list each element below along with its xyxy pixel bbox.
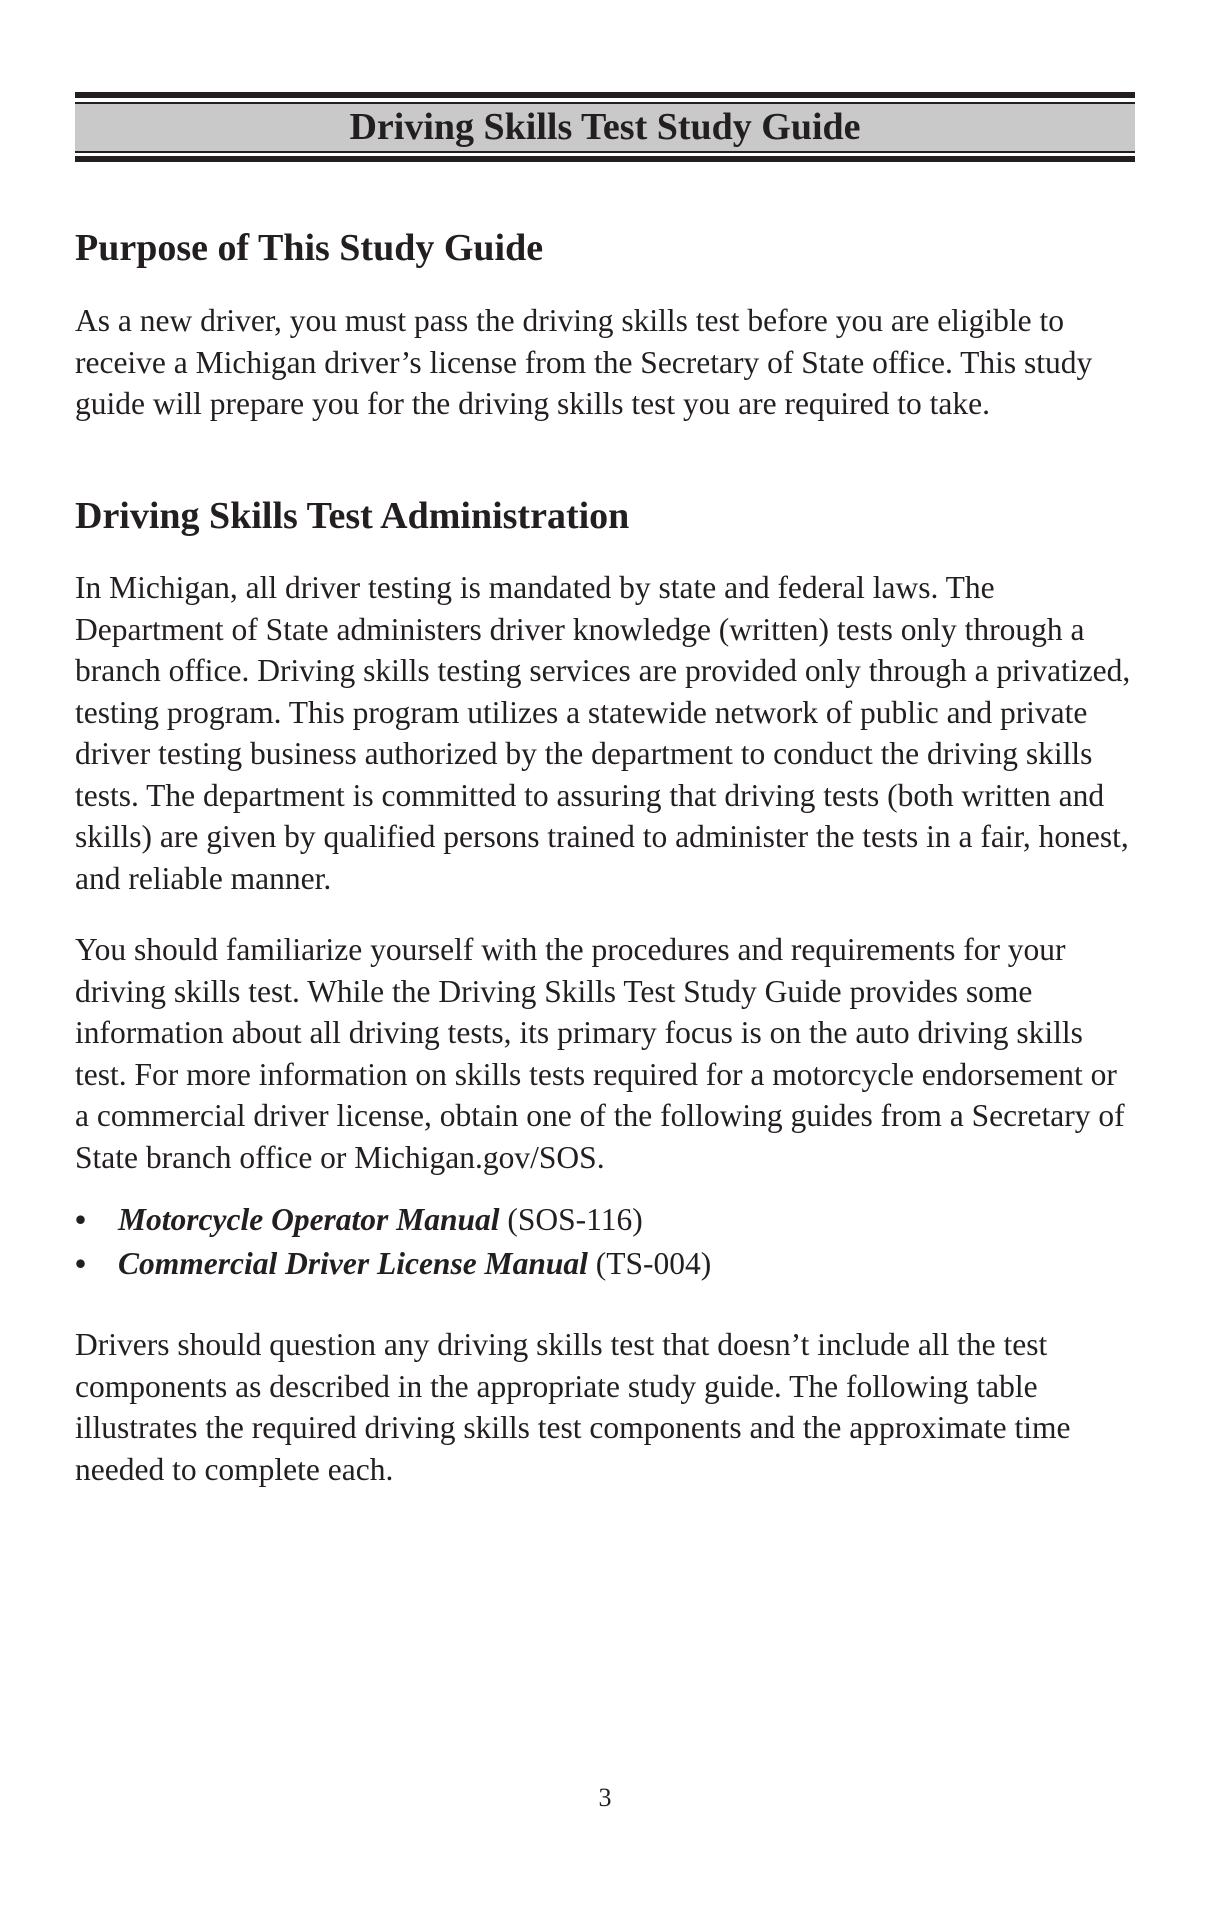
manual-code: (TS-004) [587, 1246, 712, 1281]
manual-code: (SOS-116) [499, 1202, 643, 1237]
list-item [75, 1198, 1135, 1242]
administration-paragraph-1: In Michigan, all driver testing is mandated by state and federal laws. The Department of State administers driver knowledge (written) tests only through a branch office. Driving skills testing services are provided only through a privatized, testing program. This program utilizes a statewide network of public and private driver testing business authorized by the department to conduct the driving skills tests. The department is committed to assuring that driving tests (both written and skills) are given by qualified persons trained to administer the tests in a fair, honest, and reliable manner. [75, 570, 1131, 896]
banner-bottom-thin-rule [75, 151, 1135, 153]
page-title: Driving Skills Test Study Guide [349, 106, 861, 148]
page-number: 3 [598, 1783, 612, 1812]
administration-paragraph-2: You should familiarize yourself with the procedures and requirements for your driving skills test. While the Driving Skills Test Study Guide provides some information about all driving tests, its primary focus is on the auto driving skills test. For more information on skills tests required for a motorcycle endorsement or a commercial driver license, obtain one of the following guides from a Secretary of State branch office or Michigan.gov/SOS. [75, 932, 1125, 1175]
bullet-icon: • [75, 1246, 87, 1281]
banner-top-thick-rule [75, 92, 1135, 98]
administration-heading: Driving Skills Test Administration [75, 495, 630, 537]
banner-bottom-thick-rule [75, 156, 1135, 162]
manual-title: Commercial Driver License Manual [118, 1246, 588, 1281]
purpose-paragraph: As a new driver, you must pass the driving skills test before you are eligible to receive a Michigan driver’s license from the Secretary of State office. This study guide will prepare you for the driving skills test you are required to take. [75, 303, 1093, 421]
bullet-icon: • [75, 1202, 87, 1237]
list-item [75, 1242, 1135, 1286]
purpose-heading: Purpose of This Study Guide [75, 227, 544, 269]
manuals-list [75, 1198, 1135, 1286]
title-banner [75, 92, 1135, 164]
manual-title: Motorcycle Operator Manual [118, 1202, 500, 1237]
administration-paragraph-3: Drivers should question any driving skills test that doesn’t include all the test components as described in the appropriate study guide. The following table illustrates the required driving skills test components and the approximate time needed to complete each. [75, 1327, 1071, 1487]
